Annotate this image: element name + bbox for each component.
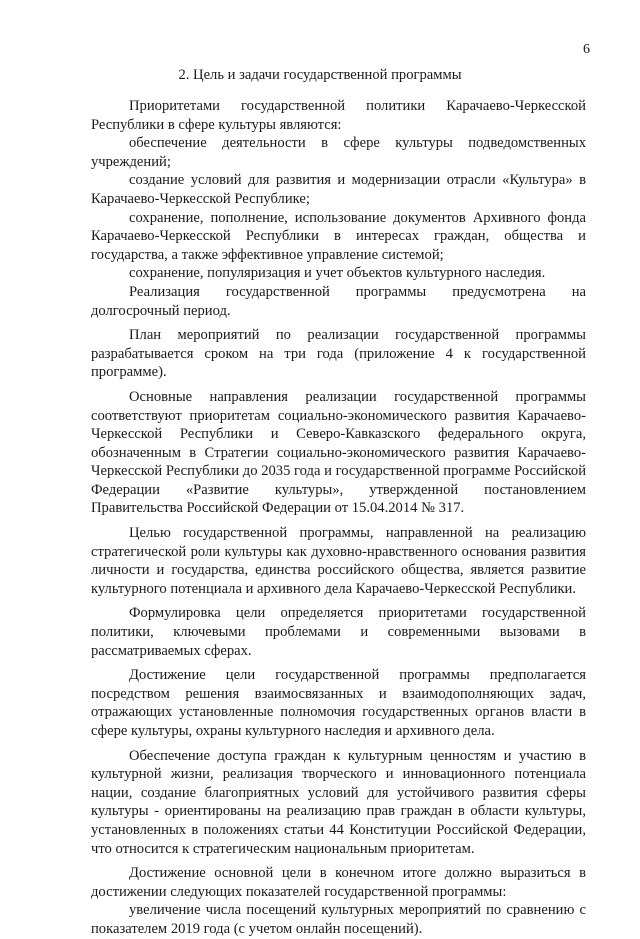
section-heading: 2. Цель и задачи государственной программы [178, 67, 462, 83]
paragraph-priority-item: обеспечение деятельности в сфере культуры подведомственных учреждений; [91, 135, 586, 170]
paragraph-goal-achievement: Достижение цели государственной программы предполагается посредством решения взаимосвязанных и взаимодополняющих задач, отражающих установленные полномочия государственных органов власти в сфере культуры, охраны культурного наследия и архивного дела. [91, 667, 586, 739]
paragraph-implementation-period: Реализация государственной программы предусмотрена на долгосрочный период. [91, 283, 586, 319]
paragraph-priorities-intro: Приоритетами государственной политики Карачаево-Черкесской Республики в сфере культуры являются: [91, 98, 586, 133]
paragraph-priority-item: сохранение, пополнение, использование документов Архивного фонда Карачаево-Черкесской Республики в интересах граждан, общества и государства, а также эффективное управление системой; [91, 209, 586, 263]
paragraph-indicator-item: увеличение числа посещений культурных мероприятий по сравнению с показателем 2019 года (с учетом онлайн посещений). [91, 902, 586, 937]
paragraph-priority-item: сохранение, популяризация и учет объектов культурного наследия. [129, 265, 546, 282]
paragraph-main-directions: Основные направления реализации государственной программы соответствуют приоритетам социально-экономического развития Карачаево-Черкесской Республики и Северо-Кавказского федерального округа, обозначенным в Стратегии социально-экономического развития Карачаево-Черкесской Республики до 2035 года и государственной программе Российской Федерации «Развитие культуры», утвержденной постановлением Правительства Российской Федерации от 15.04.2014 № 317. [91, 388, 586, 517]
paragraph-goal-formulation: Формулировка цели определяется приоритетами государственной политики, ключевыми проблемами и современными вызовами в рассматриваемых сферах. [91, 605, 586, 659]
page-number: 6 [583, 42, 590, 57]
paragraph-action-plan: План мероприятий по реализации государственной программы разрабатывается сроком на три года (приложение 4 к государственной программе). [91, 327, 586, 381]
paragraph-priority-item: создание условий для развития и модернизации отрасли «Культура» в Карачаево-Черкесской Республике; [91, 172, 586, 207]
paragraph-indicators-intro: Достижение основной цели в конечном итоге должно выразиться в достижении следующих показателей государственной программы: [91, 865, 586, 900]
body-text [91, 97, 586, 939]
paragraph-access-to-culture: Обеспечение доступа граждан к культурным ценностям и участию в культурной жизни, реализация творческого и инновационного потенциала нации, создание благоприятных условий для устойчивого развития сферы культуры - ориентированы на реализацию прав граждан в области культуры, установленных в положениях статьи 44 Конституции Российской Федерации, что относится к стратегическим национальным приоритетам. [91, 747, 586, 857]
paragraph-program-goal: Целью государственной программы, направленной на реализацию стратегической роли культуры как духовно-нравственного основания развития личности и государства, единства российского общества, является развитие культурного потенциала и архивного дела Карачаево-Черкесской Республики. [91, 525, 586, 597]
